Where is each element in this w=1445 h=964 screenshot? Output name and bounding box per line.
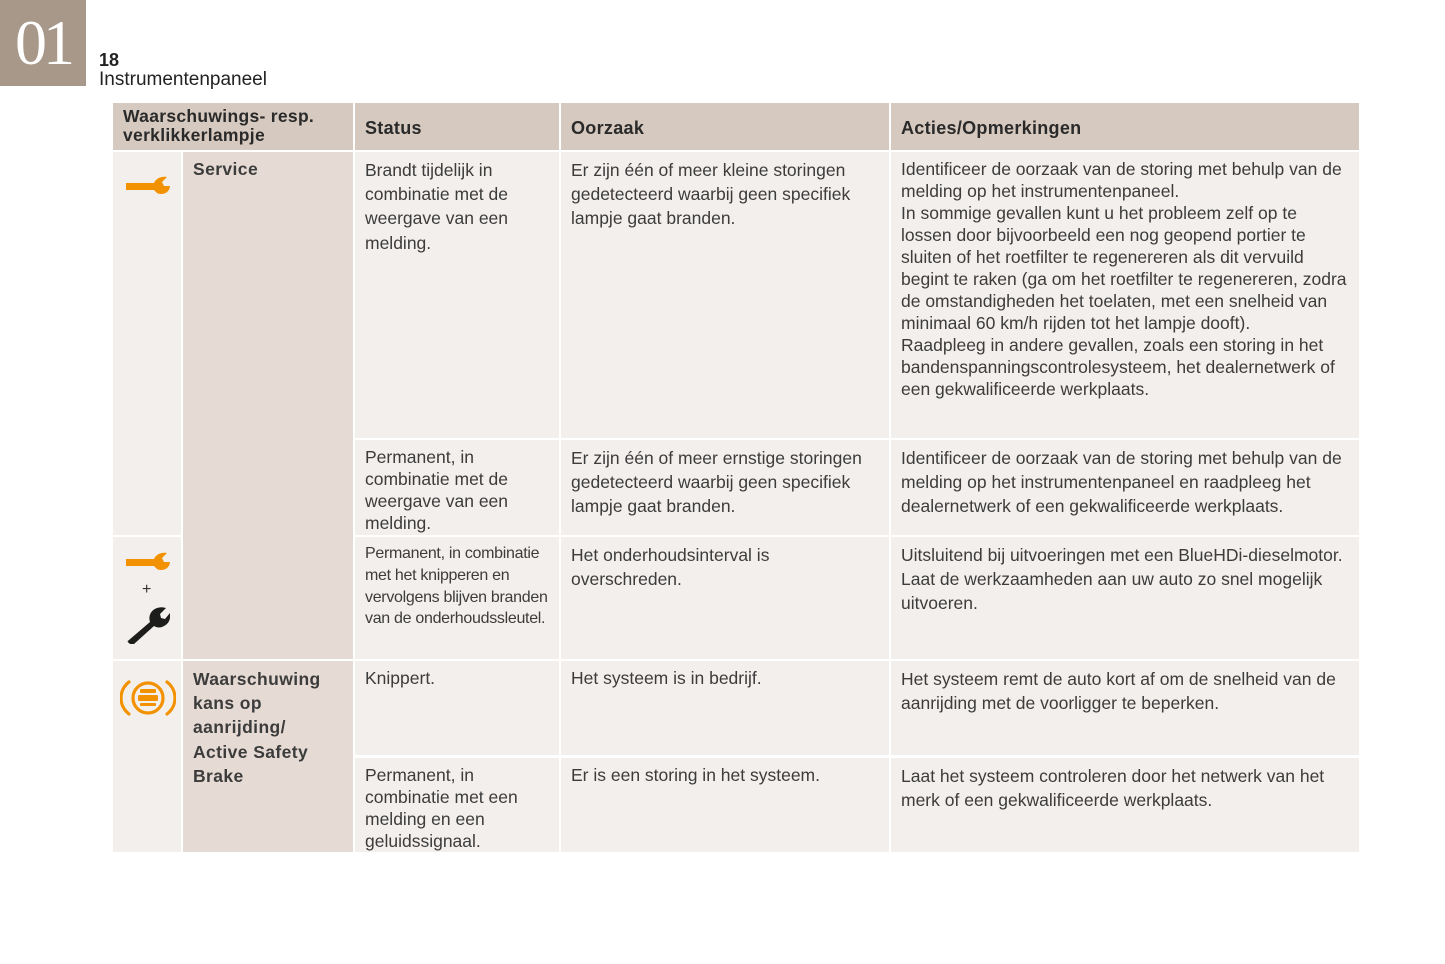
collision-warning-icon: [120, 676, 176, 720]
brake-row2-cause: Er is een storing in het systeem.: [561, 758, 889, 852]
service-row3-status: Permanent, in combinatie met het knipperen en vervolgens blijven branden van de onderhoudssleutel.: [355, 537, 559, 659]
service-row2-status: Permanent, in combinatie met de weergave van een melding.: [355, 440, 559, 535]
actions-paragraph: Uitsluitend bij uitvoeringen met een BlueHDi-dieselmotor.: [901, 545, 1343, 565]
column-header-actions: Acties/Opmerkingen: [891, 103, 1359, 150]
service-row1-cause: Er zijn één of meer kleine storingen gedetecteerd waarbij geen specifiek lampje gaat branden.: [561, 152, 889, 438]
column-header-status: Status: [355, 103, 559, 150]
actions-paragraph: Raadpleeg in andere gevallen, zoals een storing in het bandenspanningscontrolesysteem, het dealernetwerk of een gekwalificeerde werkplaats.: [901, 335, 1335, 399]
brake-icon-cell: [113, 661, 181, 852]
brake-row2-status: Permanent, in combinatie met een melding en een geluidssignaal.: [355, 758, 559, 852]
section-title: Instrumentenpaneel: [99, 69, 267, 90]
chapter-number: 01: [0, 0, 86, 86]
actions-paragraph: In sommige gevallen kunt u het probleem zelf op te lossen door bijvoorbeeld een nog geopend portier te sluiten of het roetfilter te regenereren als dit vervuild begint te raken (ga om het roetfilter te regenereren, zodra de omstandigheden het toelaten, met een snelheid van minimaal 60 km/h rijden tot het lampje dooft).: [901, 203, 1347, 333]
service-row1-status: Brandt tijdelijk in combinatie met de weergave van een melding.: [355, 152, 559, 438]
wrench-orange-icon: [124, 551, 172, 573]
wrench-black-icon: [126, 606, 170, 644]
brake-row1-status: Knippert.: [355, 661, 559, 755]
service-maintenance-icon-cell: [113, 537, 181, 659]
brake-row2-actions: Laat het systeem controleren door het netwerk van het merk of een gekwalificeerde werkplaats.: [891, 758, 1359, 852]
service-row1-actions: [891, 152, 1359, 438]
service-row3-actions: [891, 537, 1359, 659]
actions-paragraph: Laat de werkzaamheden aan uw auto zo snel mogelijk uitvoeren.: [901, 569, 1323, 614]
brake-row1-cause: Het systeem is in bedrijf.: [561, 661, 889, 755]
column-header-cause: Oorzaak: [561, 103, 889, 150]
actions-paragraph: Identificeer de oorzaak van de storing met behulp van de melding op het instrumentenpaneel.: [901, 159, 1342, 201]
brake-lamp-name: Waarschuwing kans op aanrijding/ Active Safety Brake: [183, 661, 353, 852]
wrench-orange-icon: [124, 175, 172, 197]
brake-row1-actions: Het systeem remt de auto kort af om de snelheid van de aanrijding met de voorligger te beperken.: [891, 661, 1359, 755]
column-header-lamp: Waarschuwings- resp. verklikkerlampje: [113, 103, 353, 150]
service-icon-cell: [113, 152, 181, 535]
page-number: 18: [99, 50, 120, 70]
plus-sign: +: [142, 581, 152, 598]
service-row2-cause: Er zijn één of meer ernstige storingen gedetecteerd waarbij geen specifiek lampje gaat branden.: [561, 440, 889, 535]
service-row3-cause: Het onderhoudsinterval is overschreden.: [561, 537, 889, 659]
service-row2-actions: Identificeer de oorzaak van de storing met behulp van de melding op het instrumentenpaneel en raadpleeg het dealernetwerk of een gekwalificeerde werkplaats.: [891, 440, 1359, 535]
service-lamp-name: Service: [183, 152, 353, 659]
